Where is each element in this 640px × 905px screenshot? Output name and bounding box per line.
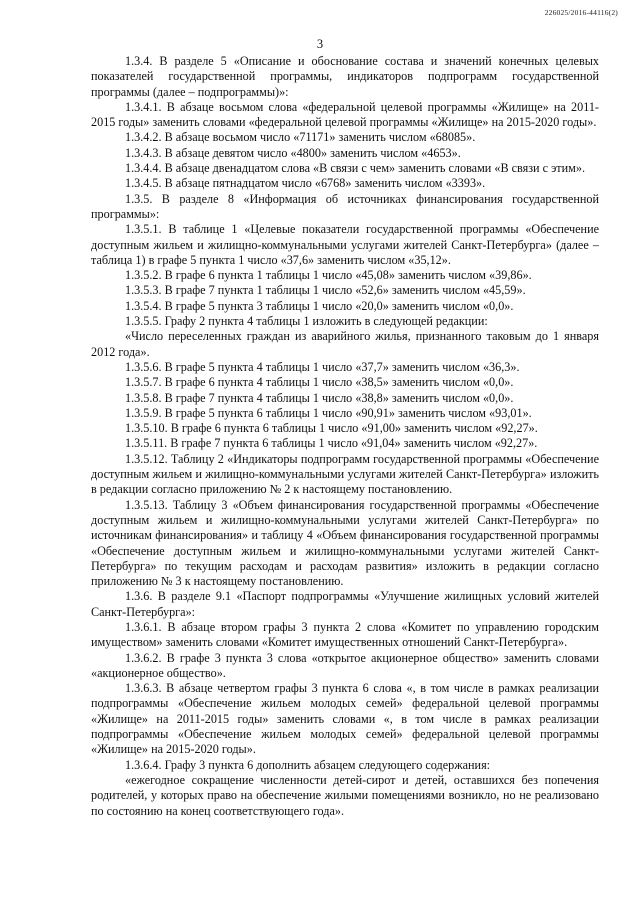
page-number: 3 <box>316 37 324 51</box>
paragraph: 1.3.6.4. Графу 3 пункта 6 дополнить абзацем следующего содержания: <box>125 757 491 772</box>
paragraph: 1.3.5.11. В графе 7 пункта 6 таблицы 1 число «91,04» заменить числом «92,27». <box>125 436 538 451</box>
paragraph: 1.3.5. В разделе 8 «Информация об источниках финансирования государственной программы»: <box>91 191 599 221</box>
paragraph: 1.3.5.7. В графе 6 пункта 4 таблицы 1 число «38,5» заменить числом «0,0». <box>125 375 514 390</box>
paragraph: 1.3.5.8. В графе 7 пункта 4 таблицы 1 число «38,8» заменить числом «0,0». <box>125 390 514 405</box>
document-body <box>91 54 599 819</box>
paragraph: 1.3.4.4. В абзаце двенадцатом слова «В связи с чем» заменить словами «В связи с этим». <box>125 161 586 176</box>
paragraph: 1.3.5.5. Графу 2 пункта 4 таблицы 1 изложить в следующей редакции: <box>125 314 488 329</box>
paragraph: 1.3.5.4. В графе 5 пункта 3 таблицы 1 число «20,0» заменить числом «0,0». <box>125 298 514 313</box>
document-code: 226025/2016-44116(2) <box>544 8 618 17</box>
paragraph: 1.3.5.1. В таблице 1 «Целевые показатели государственной программы «Обеспечение доступным жильем и жилищно-коммунальными услугами жителей Санкт-Петербурга» (далее – таблица 1) в графе 5 пункта 1 число «37,6» заменить числом «35,12». <box>91 222 599 267</box>
paragraph: «Число переселенных граждан из аварийного жилья, признанного таковым до 1 января 2012 года». <box>91 329 599 359</box>
paragraph: 1.3.4.3. В абзаце девятом число «4800» заменить числом «4653». <box>125 145 461 160</box>
paragraph: 1.3.5.12. Таблицу 2 «Индикаторы подпрограмм государственной программы «Обеспечение доступным жильем и жилищно-коммунальными услугами жителей Санкт-Петербурга» изложить в редакции согласно приложению № 2 к настоящему постановлению. <box>91 451 599 497</box>
paragraph: 1.3.4.2. В абзаце восьмом число «71171» заменить числом «68085». <box>125 130 476 145</box>
paragraph: 1.3.6. В разделе 9.1 «Паспорт подпрограммы «Улучшение жилищных условий жителей Санкт-Петербурга»: <box>91 589 599 619</box>
paragraph: 1.3.5.3. В графе 7 пункта 1 таблицы 1 число «52,6» заменить числом «45,59». <box>125 283 526 298</box>
paragraph: 1.3.4.1. В абзаце восьмом слова «федеральной целевой программы «Жилище» на 2011-2015 годы» заменить словами «федеральной целевой программы «Жилище» на 2015-2020 годы». <box>91 99 599 130</box>
paragraph: 1.3.5.2. В графе 6 пункта 1 таблицы 1 число «45,08» заменить числом «39,86». <box>125 268 532 283</box>
paragraph: 1.3.4.5. В абзаце пятнадцатом число «6768» заменить числом «3393». <box>125 176 486 191</box>
paragraph: 1.3.5.6. В графе 5 пункта 4 таблицы 1 число «37,7» заменить числом «36,3». <box>125 359 520 374</box>
paragraph: 1.3.6.2. В графе 3 пункта 3 слова «открытое акционерное общество» заменить словами «акционерное общество». <box>91 650 599 680</box>
paragraph: «ежегодное сокращение численности детей-сирот и детей, оставшихся без попечения родителей, у которых право на обеспечение жилыми помещениями возникло, но не реализовано по состоянию на конец соответствующего года». <box>91 772 599 818</box>
paragraph: 1.3.5.10. В графе 6 пункта 6 таблицы 1 число «91,00» заменить числом «92,27». <box>125 421 538 436</box>
paragraph: 1.3.6.3. В абзаце четвертом графы 3 пункта 6 слова «, в том числе в рамках реализации подпрограммы «Обеспечение жильем молодых семей» федеральной целевой программы «Жилище» на 2011-2015 годы» заменить словами «, в том числе в рамках реализации подпрограммы «Обеспечение жильем молодых семей» федеральной целевой программы «Жилище» на 2015-2020 годы». <box>91 681 599 757</box>
paragraph: 1.3.4. В разделе 5 «Описание и обоснование состава и значений конечных целевых показателей государственной программы, индикаторов подпрограмм государственной программы (далее – подпрограммы)»: <box>91 54 599 99</box>
paragraph: 1.3.5.13. Таблицу 3 «Объем финансирования государственной программы «Обеспечение доступным жильем и жилищно-коммунальными услугами жителей Санкт-Петербурга» по источникам финансирования» и таблицу 4 «Объем финансирования государственной программы «Обеспечение доступным жильем и жилищно-коммунальными услугами жителей Санкт-Петербурга» по текущим расходам и расходам развития» изложить в редакции согласно приложению № 3 к настоящему постановлению. <box>91 497 599 589</box>
paragraph: 1.3.6.1. В абзаце втором графы 3 пункта 2 слова «Комитет по управлению городским имуществом» заменить словами «Комитет имущественных отношений Санкт-Петербурга». <box>91 619 599 650</box>
paragraph: 1.3.5.9. В графе 5 пункта 6 таблицы 1 число «90,91» заменить числом «93,01». <box>125 405 532 420</box>
